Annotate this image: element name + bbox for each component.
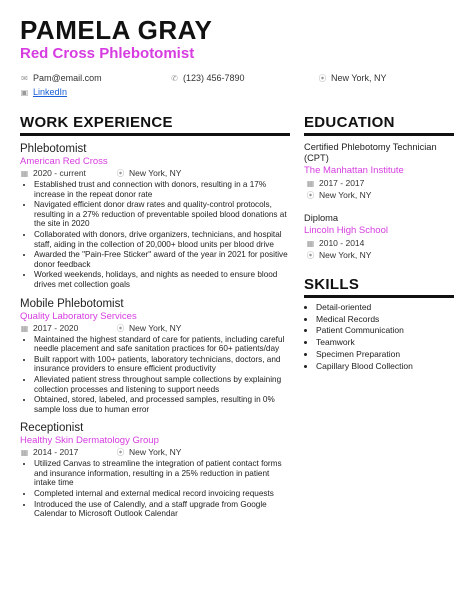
- list-item: • Collaborated with donors, drive organizers, technicians, and hospital staff, aiding in the collection of 20,000+ blood units per blood drive: [34, 230, 290, 249]
- education-dates-row: [304, 177, 454, 189]
- education-dates: 2017 - 2017: [319, 178, 365, 188]
- email-text: Pam@email.com: [33, 73, 102, 83]
- location-pin-icon: ⦿: [116, 448, 125, 458]
- candidate-title: Red Cross Phlebotomist: [20, 45, 195, 62]
- resume-columns: [20, 115, 454, 520]
- calendar-icon: ▦: [20, 323, 29, 333]
- list-item: • Utilized Canvas to streamline the integration of patient contact forms and insurance information, resulting in a 25% reduction in patient intake time: [34, 459, 290, 488]
- list-item: • Specimen Preparation: [316, 349, 454, 361]
- education-school: Lincoln High School: [304, 225, 388, 236]
- left-column: [20, 115, 290, 520]
- education-entry: [304, 213, 454, 261]
- education-location-row: [304, 189, 454, 201]
- education-degree: Certified Phlebotomy Technician (CPT): [304, 142, 437, 163]
- job-title: Phlebotomist: [20, 143, 87, 155]
- job-company: Healthy Skin Dermatology Group: [20, 435, 159, 447]
- envelope-icon: ✉: [21, 73, 28, 83]
- location-pin-icon: ⦿: [116, 169, 125, 178]
- job-company: Quality Laboratory Services: [20, 310, 137, 322]
- list-item: • Alleviated patient stress throughout sample collections by explaining collection processes and listening to support needs: [34, 375, 290, 394]
- list-item: • Completed internal and external medical record invoicing requests: [34, 489, 290, 499]
- list-item: • Medical Records: [316, 314, 454, 326]
- job-dates: 2017 - 2020: [33, 322, 79, 333]
- job-dates: 2014 - 2017: [33, 447, 79, 458]
- location-pin-icon: ⦿: [116, 323, 125, 333]
- linkedin-icon: ▣: [20, 87, 29, 97]
- right-column: [304, 115, 454, 520]
- job-meta: [20, 168, 290, 179]
- contact-row-2: [20, 85, 454, 99]
- list-item: • Navigated efficient donor draw rates and quality-control protocols, resulting in a 27% reduction of preventable spoiled blood donations at the site in 2020: [34, 200, 290, 229]
- list-item: • Capillary Blood Collection: [316, 361, 454, 373]
- job-entry: [20, 142, 290, 290]
- education-location: New York, NY: [319, 250, 372, 260]
- job-company: American Red Cross: [20, 156, 108, 167]
- linkedin-link[interactable]: LinkedIn: [33, 87, 68, 97]
- job-title: Receptionist: [20, 422, 84, 435]
- job-entry: [20, 421, 290, 519]
- contact-linkedin[interactable]: [20, 87, 67, 97]
- education-dates: 2010 - 2014: [319, 238, 365, 248]
- list-item: • Teamwork: [316, 337, 454, 349]
- skills-heading: SKILLS: [304, 277, 454, 298]
- contact-location: [318, 73, 387, 83]
- location-text: New York, NY: [331, 73, 387, 83]
- skills-list: [304, 302, 454, 372]
- job-location: New York, NY: [129, 447, 182, 458]
- list-item: • Worked weekends, holidays, and nights as needed to ensure blood drives met collection goals: [34, 270, 290, 289]
- education-degree: Diploma: [304, 213, 339, 223]
- candidate-name: PAMELA GRAY: [20, 15, 213, 45]
- work-experience-heading: WORK EXPERIENCE: [20, 115, 290, 136]
- list-item: • Introduced the use of Calendly, and a staff upgrade from Google Calendar to Microsoft Outlook Calendar: [34, 500, 290, 519]
- education-dates-row: [304, 237, 454, 249]
- list-item: • Detail-oriented: [316, 302, 454, 314]
- list-item: • Patient Communication: [316, 325, 454, 337]
- location-pin-icon: ⦿: [306, 250, 315, 260]
- list-item: • Built rapport with 100+ patients, laboratory technicians, doctors, and insurance providers to ensure efficient productivity: [34, 355, 290, 374]
- education-entry: [304, 142, 454, 201]
- contact-row: [20, 71, 454, 85]
- calendar-icon: ▦: [306, 238, 315, 248]
- calendar-icon: ▦: [20, 448, 29, 458]
- location-pin-icon: ⦿: [306, 190, 315, 200]
- list-item: • Maintained the highest standard of care for patients, including careful needle placement and safe sanitation practices for 60+ patients/day: [34, 335, 290, 354]
- phone-icon: ✆: [171, 73, 178, 83]
- job-bullets: [20, 335, 290, 415]
- job-dates: 2020 - current: [33, 168, 86, 178]
- list-item: • Awarded the "Pain-Free Sticker" award of the year in 2021 for positive donor feedback: [34, 250, 290, 269]
- job-location: New York, NY: [129, 168, 182, 178]
- education-location-row: [304, 249, 454, 261]
- job-location: New York, NY: [129, 322, 182, 333]
- job-title: Mobile Phlebotomist: [20, 297, 124, 310]
- contact-phone: [170, 73, 318, 83]
- job-entry: [20, 297, 290, 415]
- job-bullets: [20, 459, 290, 519]
- education-school: The Manhattan Institute: [304, 165, 404, 176]
- education-heading: EDUCATION: [304, 115, 454, 136]
- calendar-icon: ▦: [20, 169, 29, 178]
- list-item: • Obtained, stored, labeled, and processed samples, resulting in 0% sample loss due to human error: [34, 395, 290, 414]
- list-item: • Established trust and connection with donors, resulting in a 17% increase in the repeat donor rate: [34, 180, 290, 199]
- job-meta: [20, 447, 290, 458]
- location-pin-icon: ⦿: [318, 73, 327, 83]
- phone-text: (123) 456-7890: [183, 73, 245, 83]
- contact-email: [20, 73, 170, 83]
- calendar-icon: ▦: [306, 178, 315, 188]
- education-location: New York, NY: [319, 190, 372, 200]
- job-bullets: [20, 180, 290, 290]
- job-meta: [20, 323, 290, 334]
- contact-block: [20, 71, 454, 99]
